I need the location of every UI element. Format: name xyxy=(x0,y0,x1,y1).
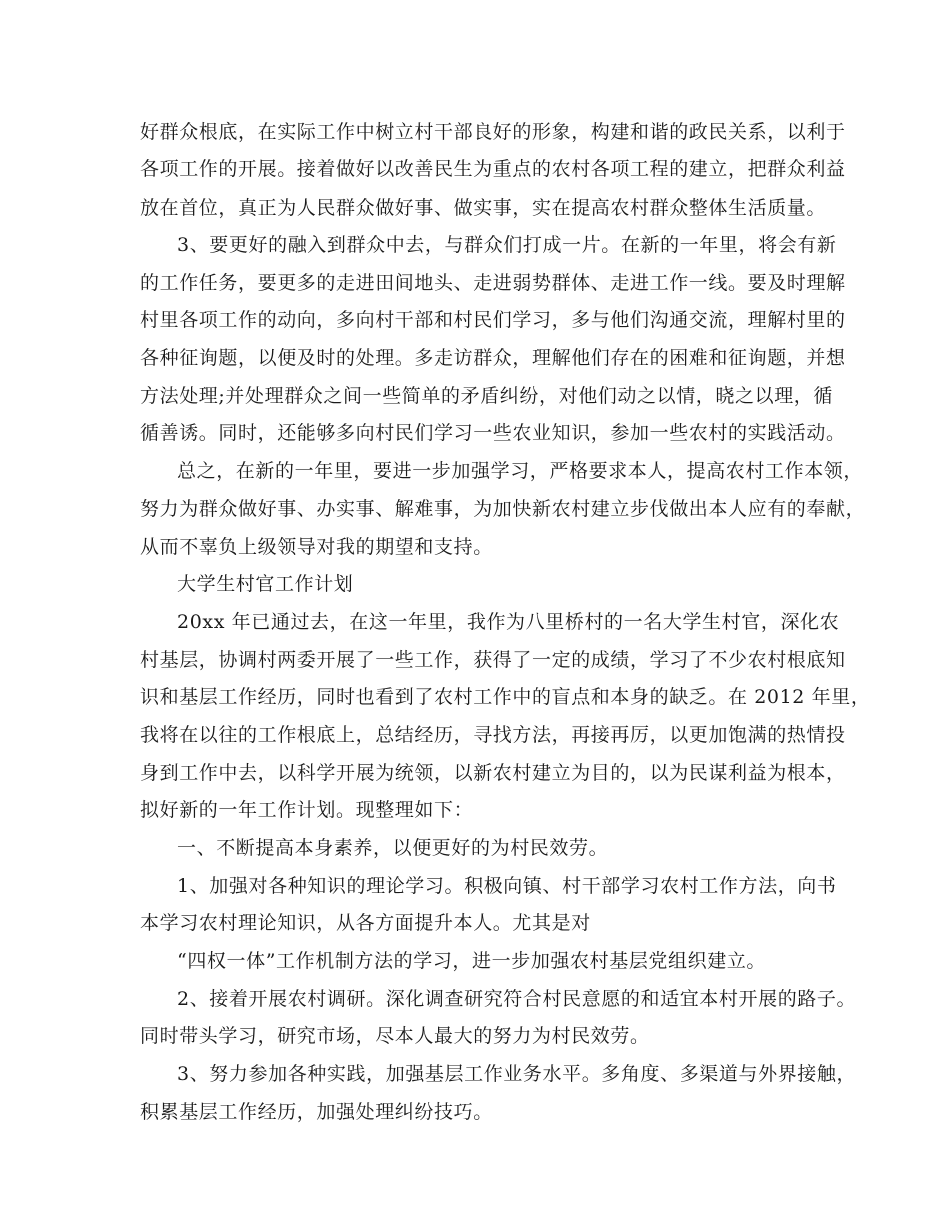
text-line: 从而不辜负上级领导对我的期望和支持。 xyxy=(140,536,493,558)
text-line: 2、接着开展农村调研。深化调查研究符合村民意愿的和适宜本村开展的路子。 xyxy=(177,988,857,1010)
text-line: 同时带头学习，研究市场，尽本人最大的努力为村民效劳。 xyxy=(140,1025,650,1047)
text-line: 本学习农村理论知识，从各方面提升本人。尤其是对 xyxy=(140,912,591,934)
text-line: “四权一体”工作机制方法的学习，进一步加强农村基层党组织建立。 xyxy=(177,950,767,972)
text-line: 3、努力参加各种实践，加强基层工作业务水平。多角度、多渠道与外界接触， xyxy=(177,1063,857,1085)
text-line: 循善诱。同时，还能够多向村民们学习一些农业知识，参加一些农村的实践活动。 xyxy=(140,422,846,444)
text-line: 积累基层工作经历，加强处理纠纷技巧。 xyxy=(140,1101,493,1123)
text-line: 村基层，协调村两委开展了一些工作，获得了一定的成绩，学习了不少农村根底知 xyxy=(140,649,846,671)
text-line: 1、加强对各种知识的理论学习。积极向镇、村干部学习农村工作方法，向书 xyxy=(177,875,837,897)
text-line: 放在首位，真正为人民群众做好事、做实事，实在提高农村群众整体生活质量。 xyxy=(140,197,827,219)
text-line: 拟好新的一年工作计划。现整理如下： xyxy=(140,799,474,821)
text-line: 好群众根底，在实际工作中树立村干部良好的形象，构建和谐的政民关系，以利于 xyxy=(140,121,846,143)
text-line: 一、不断提高本身素养，以便更好的为村民效劳。 xyxy=(177,837,609,859)
text-line: 的工作任务，要更多的走进田间地头、走进弱势群体、走进工作一线。要及时理解 xyxy=(140,272,846,294)
section-heading: 大学生村官工作计划 xyxy=(177,573,354,595)
text-line: 村里各项工作的动向，多向村干部和村民们学习，多与他们沟通交流，理解村里的 xyxy=(140,309,846,331)
text-line: 总之，在新的一年里，要进一步加强学习，严格要求本人，提高农村工作本领， xyxy=(177,460,864,482)
text-line: 识和基层工作经历，同时也看到了农村工作中的盲点和本身的缺乏。在 2012 年里， xyxy=(140,686,871,708)
text-line: 20xx 年已通过去，在这一年里，我作为八里桥村的一名大学生村官，深化农 xyxy=(177,611,840,633)
text-line: 各种征询题，以便及时的处理。多走访群众，理解他们存在的困难和征询题，并想 xyxy=(140,347,846,369)
text-line: 我将在以往的工作根底上，总结经历，寻找方法，再接再厉，以更加饱满的热情投 xyxy=(140,724,846,746)
text-line: 努力为群众做好事、办实事、解难事，为加快新农村建立步伐做出本人应有的奉献， xyxy=(140,498,866,520)
text-line: 身到工作中去，以科学开展为统领，以新农村建立为目的，以为民谋利益为根本， xyxy=(140,762,846,784)
text-line: 方法处理;并处理群众之间一些简单的矛盾纠纷，对他们动之以情，晓之以理，循 xyxy=(140,385,834,407)
text-line: 3、要更好的融入到群众中去，与群众们打成一片。在新的一年里，将会有新 xyxy=(177,234,837,256)
text-line: 各项工作的开展。接着做好以改善民生为重点的农村各项工程的建立，把群众利益 xyxy=(140,158,846,180)
